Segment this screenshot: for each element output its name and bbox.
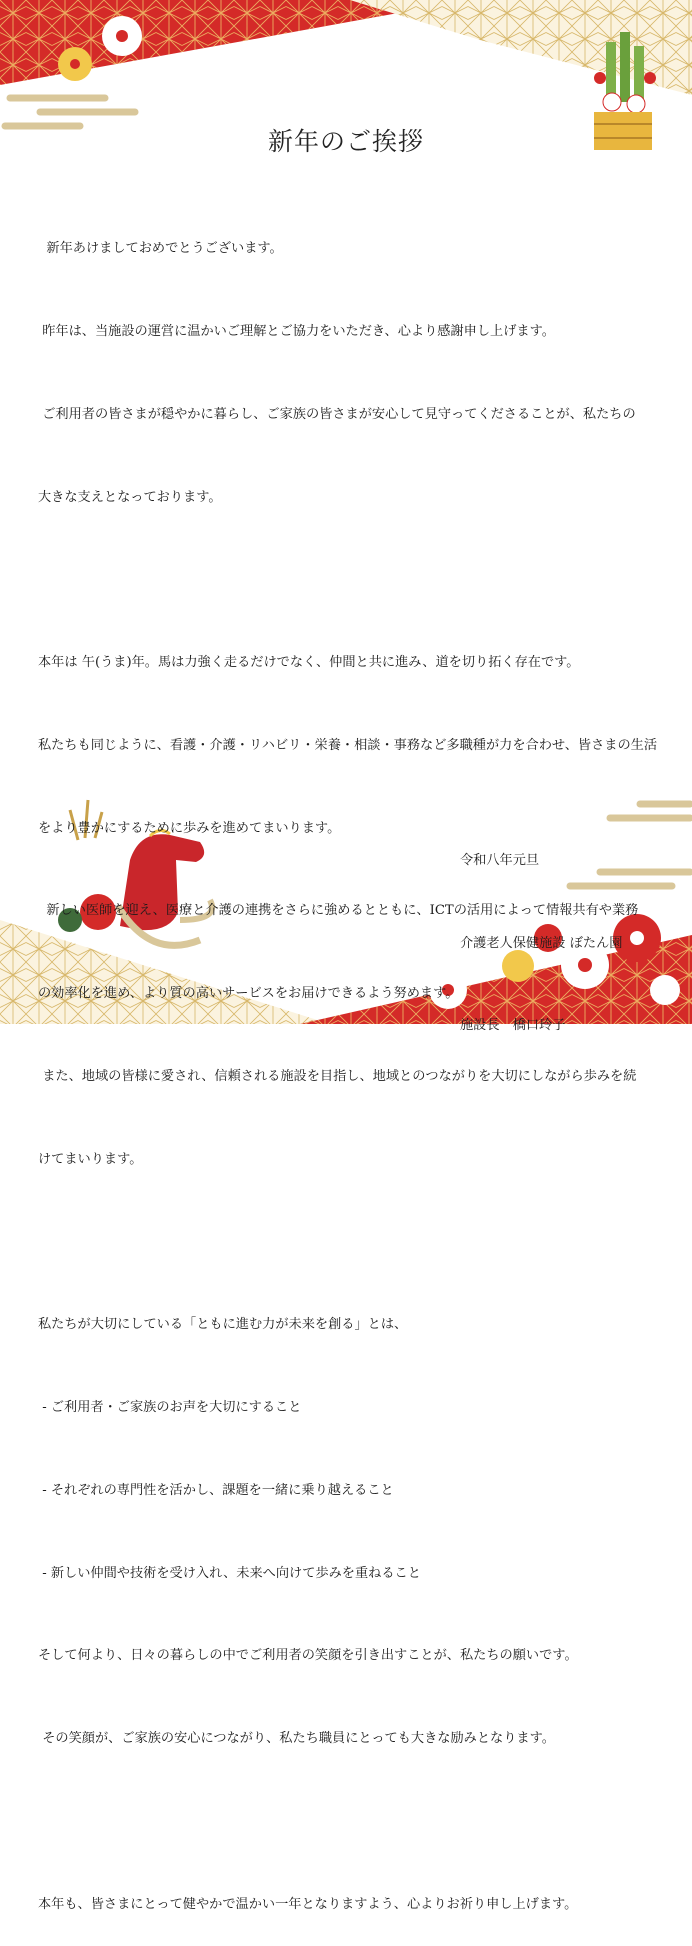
body-line: 私たちが大切にしている「ともに進む力が未来を創る」とは、 — [38, 1317, 408, 1333]
body-line: - ご利用者・ご家族のお声を大切にすること — [38, 1400, 302, 1416]
body-line: 新しい医師を迎え、医療と介護の連携をさらに強めるとともに、ICTの活用によって情報共有や業務 — [38, 903, 639, 919]
body-line: 昨年は、当施設の運営に温かいご理解とご協力をいただき、心より感謝申し上げます。 — [38, 323, 555, 339]
body-line: そして何より、日々の暮らしの中でご利用者の笑顔を引き出すことが、私たちの願いです。 — [38, 1648, 578, 1664]
body-line: 本年は 午(うま)年。馬は力強く走るだけでなく、仲間と共に進み、道を切り拓く存在です。 — [38, 655, 580, 671]
body-line — [38, 1229, 658, 1257]
body-line: 大きな支えとなっております。 — [38, 489, 222, 505]
body-line: また、地域の皆様に愛され、信頼される施設を目指し、地域とのつながりを大切にしながら歩みを続 — [38, 1069, 637, 1084]
body-line: - それぞれの専門性を活かし、課題を一緒に乗り越えること — [38, 1482, 394, 1498]
body-line: 私たちも同じように、看護・介護・リハビリ・栄養・相談・事務など多職種が力を合わせ、皆さまの生活 — [38, 737, 658, 753]
signature-director: 施設長 橋口玲子 — [460, 1018, 566, 1033]
signature-block — [460, 792, 670, 1067]
body-line: 新年あけましておめでとうございます。 — [38, 241, 283, 257]
body-line: をより豊かにするために歩みを進めてまいります。 — [38, 820, 341, 836]
page-title: 新年のご挨拶 — [267, 127, 424, 156]
body-line: その笑顔が、ご家族の安心につながり、私たち職員にとっても大きな励みとなります。 — [38, 1731, 555, 1747]
signature-date: 令和八年元旦 — [460, 853, 540, 868]
body-line: けてまいります。 — [38, 1151, 143, 1167]
signature-facility: 介護老人保健施設 ぼたん園 — [460, 935, 623, 951]
body-line — [38, 1808, 658, 1836]
body-line: の効率化を進め、より質の高いサービスをお届けできるよう努めます。 — [38, 986, 459, 1002]
body-line: - 新しい仲間や技術を受け入れ、未来へ向けて歩みを重ねること — [38, 1565, 421, 1581]
body-line — [38, 566, 658, 594]
body-line: 本年も、皆さまにとって健やかで温かい一年となりますよう、心よりお祈り申し上げます。 — [38, 1896, 578, 1912]
body-line: ご利用者の皆さまが穏やかに暮らし、ご家族の皆さまが安心して見守ってくださることが、私たちの — [38, 406, 636, 422]
